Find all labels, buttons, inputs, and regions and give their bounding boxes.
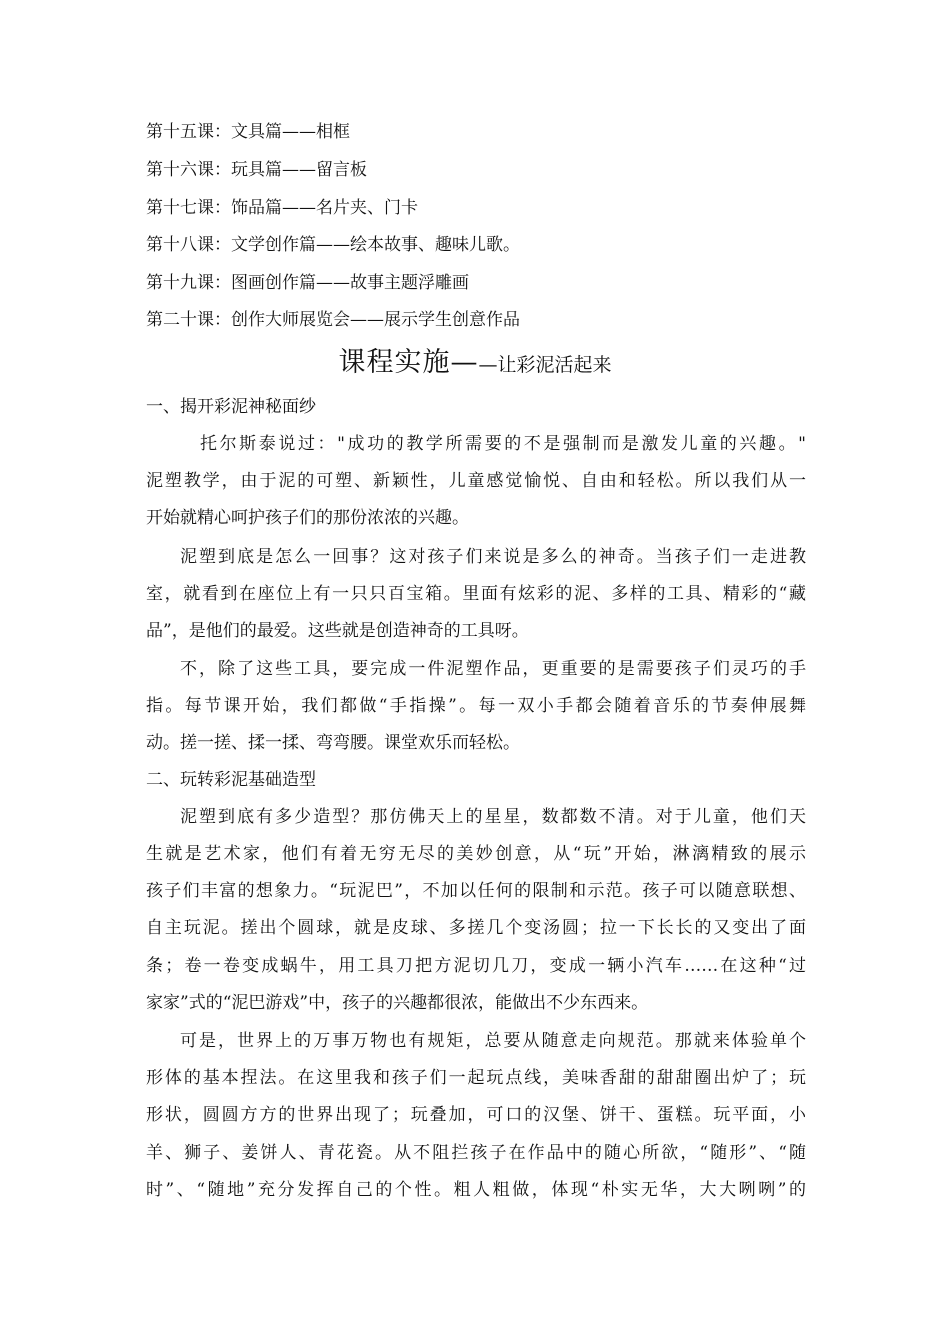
lesson-17: 第十七课：饰品篇——名片夹、门卡	[146, 198, 418, 218]
paragraph-line: 时”、“随地”充分发挥自己的个性。粗人粗做，体现“朴实无华，大大咧咧”的	[146, 1180, 806, 1200]
section2-heading: 二、玩转彩泥基础造型	[146, 770, 316, 790]
paragraph-line: 指。每节课开始，我们都做“手指操”。每一双小手都会随着音乐的节奏伸展舞	[146, 696, 806, 716]
paragraph-line: 泥塑教学，由于泥的可塑、新颖性，儿童感觉愉悦、自由和轻松。所以我们从一	[146, 471, 806, 491]
lesson-19: 第十九课：图画创作篇——故事主题浮雕画	[146, 273, 469, 293]
paragraph-line: 泥塑到底是怎么一回事？这对孩子们来说是多么的神奇。当孩子们一走进教	[180, 547, 806, 567]
paragraph-line: 动。搓一搓、揉一揉、弯弯腰。课堂欢乐而轻松。	[146, 733, 520, 753]
paragraph-line: 羊、狮子、姜饼人、青花瓷。从不阻拦孩子在作品中的随心所欲，“随形”、“随	[146, 1143, 806, 1163]
paragraph-line: 泥塑到底有多少造型？那仿佛天上的星星，数都数不清。对于儿童，他们天	[180, 807, 806, 827]
paragraph-line: 室，就看到在座位上有一只只百宝箱。里面有炫彩的泥、多样的工具、精彩的“藏	[146, 584, 806, 604]
paragraph-line: 条；卷一卷变成蜗牛，用工具刀把方泥切几刀，变成一辆小汽车……在这种“过	[146, 956, 806, 976]
section-title	[0, 340, 950, 379]
section1-heading: 一、揭开彩泥神秘面纱	[146, 397, 316, 417]
section-title-sub: —让彩泥活起来	[478, 354, 612, 376]
lesson-20: 第二十课：创作大师展览会——展示学生创意作品	[146, 310, 520, 330]
paragraph-line: 可是，世界上的万事万物也有规矩，总要从随意走向规范。那就来体验单个	[180, 1031, 806, 1051]
lesson-15: 第十五课：文具篇——相框	[146, 122, 350, 142]
paragraph-line: 家家”式的“泥巴游戏”中，孩子的兴趣都很浓，能做出不少东西来。	[146, 993, 649, 1013]
paragraph-line: 托尔斯泰说过："成功的教学所需要的不是强制而是激发儿童的兴趣。"	[200, 434, 806, 454]
lesson-18: 第十八课：文学创作篇——绘本故事、趣味儿歌。	[146, 235, 520, 255]
section-title-main: 课程实施—	[338, 347, 479, 378]
paragraph-line: 品”，是他们的最爱。这些就是创造神奇的工具呀。	[146, 621, 529, 641]
lesson-16: 第十六课：玩具篇——留言板	[146, 160, 367, 180]
paragraph-line: 孩子们丰富的想象力。“玩泥巴”，不加以任何的限制和示范。孩子可以随意联想、	[146, 881, 806, 901]
paragraph-line: 形体的基本捏法。在这里我和孩子们一起玩点线，美味香甜的甜甜圈出炉了；玩	[146, 1068, 806, 1088]
paragraph-line: 自主玩泥。搓出个圆球，就是皮球、多搓几个变汤圆；拉一下长长的又变出了面	[146, 918, 806, 938]
paragraph-line: 开始就精心呵护孩子们的那份浓浓的兴趣。	[146, 508, 469, 528]
paragraph-line: 生就是艺术家，他们有着无穷无尽的美妙创意，从“玩”开始，淋漓精致的展示	[146, 844, 806, 864]
paragraph-line: 不，除了这些工具，要完成一件泥塑作品，更重要的是需要孩子们灵巧的手	[180, 659, 806, 679]
paragraph-line: 形状，圆圆方方的世界出现了；玩叠加，可口的汉堡、饼干、蛋糕。玩平面，小	[146, 1105, 806, 1125]
